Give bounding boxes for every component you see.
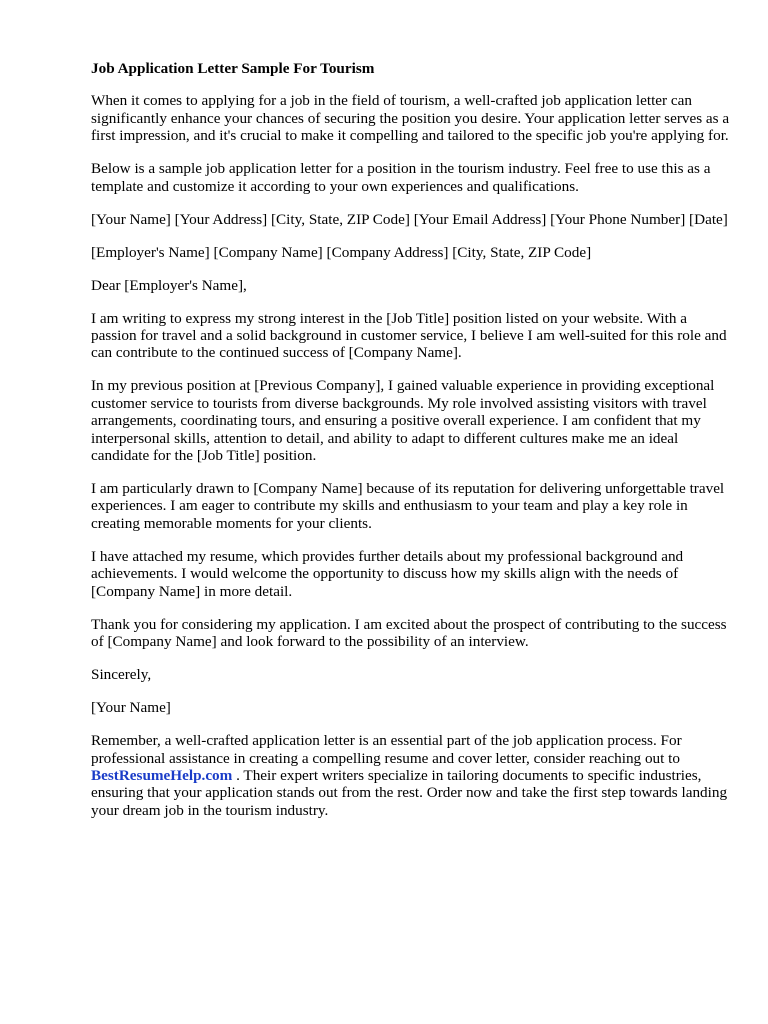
employer-info: [Employer's Name] [Company Name] [Company Address] [City, State, ZIP Code] (91, 243, 592, 261)
body-paragraph-3: I am particularly drawn to [Company Name] because of its reputation for delivering unforgettable travel experiences. I am eager to contribute my skills and enthusiasm to your team and play a key role in creating memorable moments for your clients. (91, 480, 725, 532)
closing: Sincerely, (91, 666, 152, 684)
body-paragraph-4: I have attached my resume, which provides further details about my professional background and achievements. I would welcome the opportunity to discuss how my skills align with the needs of [Company Name] in more detail. (91, 547, 684, 600)
footer-text-before-link: Remember, a well-crafted application letter is an essential part of the job application process. For professional assistance in creating a compelling resume and cover letter, consider reaching out to (91, 732, 682, 767)
footer-text-after-link: . Their expert writers specialize in tailoring documents to specific industries, ensuring that your application stands out from the rest. Order now and take the first step towards landing your dream job in the tourism industry. (91, 766, 728, 819)
document-title: Job Application Letter Sample For Tourism (91, 60, 375, 77)
body-paragraph-5: Thank you for considering my application. I am excited about the prospect of contributing to the success of [Company Name] and look forward to the possibility of an interview. (91, 615, 727, 651)
signature: [Your Name] (91, 699, 171, 717)
template-note-paragraph: Below is a sample job application letter for a position in the tourism industry. Feel free to use this as a template and customize it according to your own experiences and qualifications. (91, 160, 711, 195)
best-resume-help-link[interactable]: BestResumeHelp.com (91, 766, 233, 784)
body-paragraph-2: In my previous position at [Previous Company], I gained valuable experience in providing exceptional customer service to tourists from diverse backgrounds. My role involved assisting visitors with travel arrangements, coordinating tours, and ensuring a positive overall experience. I am confident that my interpersonal skills, attention to detail, and ability to adapt to different cultures make me an ideal candidate for the [Job Title] position. (91, 377, 715, 465)
body-paragraph-1: I am writing to express my strong interest in the [Job Title] position listed on your website. With a passion for travel and a solid background in customer service, I believe I am well-suited for this role and can contribute to the continued success of [Company Name]. (91, 309, 727, 362)
sender-info: [Your Name] [Your Address] [City, State, ZIP Code] [Your Email Address] [Your Phone Number] [Date] (91, 210, 728, 228)
document-page (91, 60, 731, 835)
intro-paragraph: When it comes to applying for a job in the field of tourism, a well-crafted job application letter can significantly enhance your chances of securing the position you desire. Your application letter serves as a first impression, and it's crucial to make it compelling and tailored to the specific job you're applying for. (91, 92, 730, 145)
footer-paragraph (91, 732, 731, 819)
salutation: Dear [Employer's Name], (91, 276, 247, 294)
